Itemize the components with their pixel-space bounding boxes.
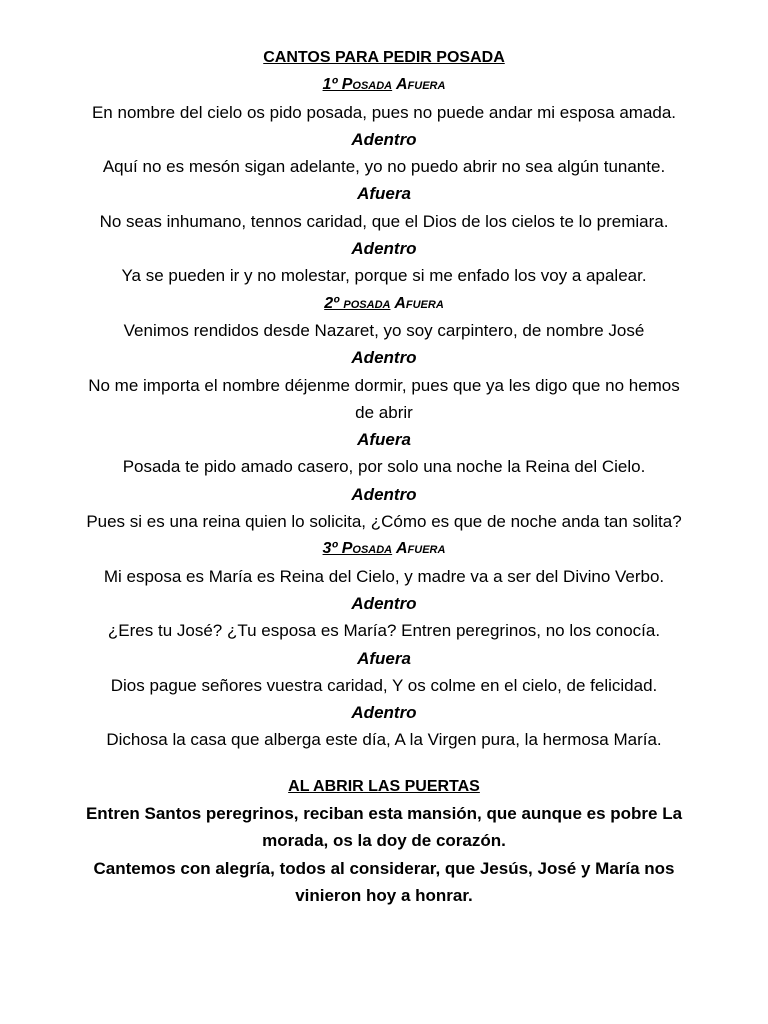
verse-line: Pues si es una reina quien lo solicita, ¿Cómo es que de noche anda tan solita? (86, 512, 682, 532)
verse-line: ¿Eres tu José? ¿Tu esposa es María? Entren peregrinos, no los conocía. (107, 621, 661, 641)
posada-3-number: 3º Posada (322, 540, 393, 558)
speaker-label: Adentro (351, 593, 417, 613)
posada-2-heading (48, 290, 720, 317)
speaker-label: Adentro (351, 484, 417, 504)
verse-line: de abrir (355, 402, 413, 422)
speaker-label: Afuera (357, 184, 411, 204)
verse-line: Ya se pueden ir y no molestar, porque si me enfado los voy a apalear. (121, 266, 647, 286)
speaker-label: Adentro (351, 129, 417, 149)
verse-line: Dichosa la casa que alberga este día, A la Virgen pura, la hermosa María. (106, 730, 662, 750)
section-title: AL ABRIR LAS PUERTAS (288, 777, 480, 795)
closing-verse-line: morada, os la doy de corazón. (262, 831, 506, 851)
speaker-label: Adentro (351, 239, 417, 259)
verse-line: Aquí no es mesón sigan adelante, yo no puedo abrir no sea algún tunante. (102, 157, 666, 177)
verse-line: En nombre del cielo os pido posada, pues no puede andar mi esposa amada. (91, 102, 677, 122)
posada-2-side: Afuera (394, 294, 444, 312)
posada-2-number: 2º posada (324, 294, 391, 312)
verse-line: Posada te pido amado casero, por solo una noche la Reina del Cielo. (122, 457, 646, 477)
posada-1-number: 1º Posada (322, 76, 393, 94)
speaker-label: Afuera (357, 430, 411, 450)
posada-1-heading (48, 71, 720, 98)
verse-line: Dios pague señores vuestra caridad, Y os colme en el cielo, de felicidad. (110, 675, 658, 695)
closing-verse-line: Cantemos con alegría, todos al considerar, que Jesús, José y María nos (93, 858, 675, 878)
verse-line: Venimos rendidos desde Nazaret, yo soy carpintero, de nombre José (123, 320, 645, 340)
posada-3-side: Afuera (396, 540, 446, 558)
section-spacer (48, 754, 720, 773)
posada-3-heading (48, 535, 720, 562)
verse-line: No seas inhumano, tennos caridad, que el Dios de los cielos te lo premiara. (99, 211, 669, 231)
speaker-label: Adentro (351, 348, 417, 368)
document-title: CANTOS PARA PEDIR POSADA (263, 49, 505, 66)
posada-1-side: Afuera (396, 76, 446, 94)
verse-line: Mi esposa es María es Reina del Cielo, y madre va a ser del Divino Verbo. (103, 566, 665, 586)
speaker-label: Adentro (351, 703, 417, 723)
speaker-label: Afuera (357, 648, 411, 668)
closing-verse-line: Entren Santos peregrinos, reciban esta mansión, que aunque es pobre La (85, 804, 683, 824)
verse-line: No me importa el nombre déjenme dormir, pues que ya les digo que no hemos (88, 375, 680, 395)
closing-verse-line: vinieron hoy a honrar. (295, 885, 473, 905)
